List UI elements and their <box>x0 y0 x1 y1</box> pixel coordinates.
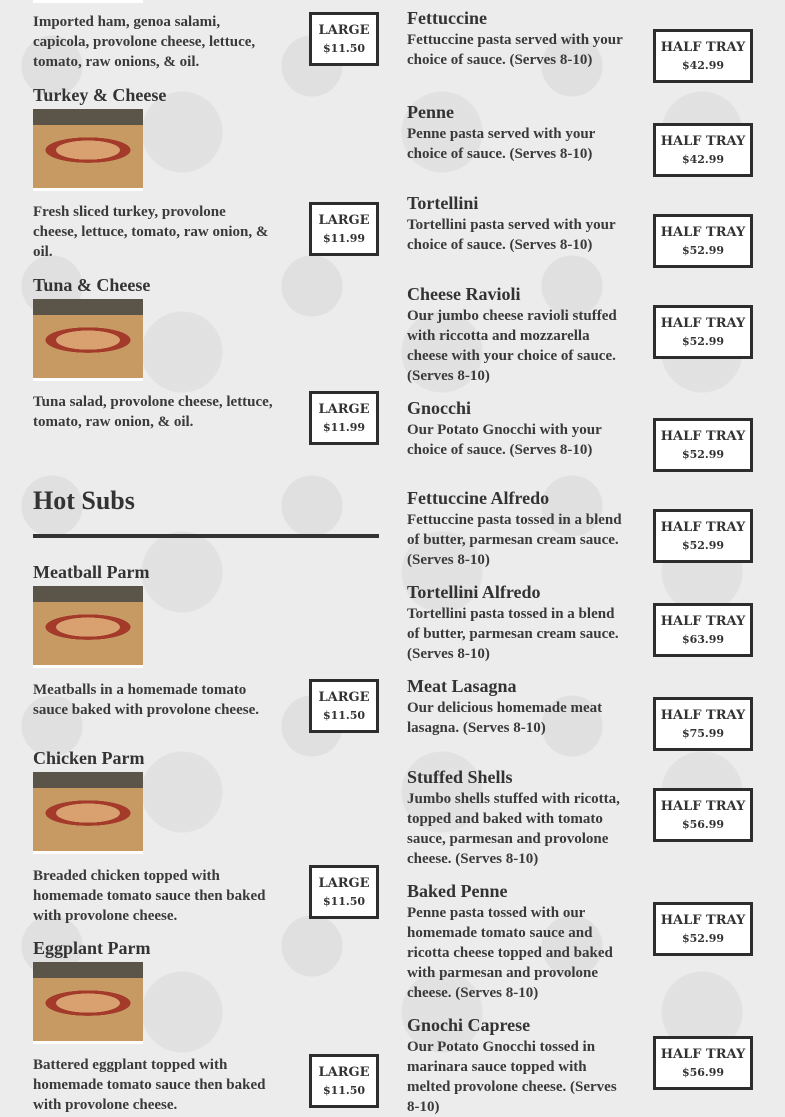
price-option-button[interactable] <box>309 391 379 445</box>
menu-item-description: Breaded chicken topped with homemade tomato sauce then baked with provolone cheese. <box>33 868 266 924</box>
price-value: $42.99 <box>681 153 725 166</box>
price-size-label: LARGE <box>318 876 370 891</box>
menu-item-image <box>33 586 143 668</box>
menu-item-description: Battered eggplant topped with homemade tomato sauce then baked with provolone cheese. <box>33 1057 266 1113</box>
price-option-button[interactable] <box>309 679 379 733</box>
menu-item-title: Chicken Parm <box>33 748 145 768</box>
menu-item-description: Penne pasta served with your choice of sauce. (Serves 8-10) <box>407 126 596 162</box>
menu-item-image <box>33 299 143 381</box>
menu-item-description: Our delicious homemade meat lasagna. (Serves 8-10) <box>407 700 603 736</box>
menu-item-description: Penne pasta tossed with our homemade tomato sauce and ricotta cheese topped and baked with parmesan and provolone cheese. (Serves 8-10) <box>407 905 613 1001</box>
price-size-label: HALF TRAY <box>660 316 746 331</box>
menu-item-title: Baked Penne <box>407 881 508 901</box>
menu-item-description: Fettuccine pasta served with your choice of sauce. (Serves 8-10) <box>407 32 623 68</box>
price-option-button[interactable] <box>653 418 753 472</box>
menu-item-title: Cheese Ravioli <box>407 284 521 304</box>
price-value: $52.99 <box>681 335 725 348</box>
price-size-label: HALF TRAY <box>660 614 746 629</box>
price-size-label: HALF TRAY <box>660 40 746 55</box>
price-value: $11.50 <box>322 42 366 55</box>
price-option-button[interactable] <box>653 902 753 956</box>
menu-item-description: Tuna salad, provolone cheese, lettuce, tomato, raw onion, & oil. <box>33 394 273 430</box>
menu-item-description: Our Potato Gnocchi with your choice of sauce. (Serves 8-10) <box>407 422 602 458</box>
menu-item-image <box>33 772 143 854</box>
price-value: $11.99 <box>322 232 366 245</box>
sandwich-image <box>33 0 143 3</box>
price-value: $63.99 <box>681 633 725 646</box>
menu-item-description: Imported ham, genoa salami, capicola, provolone cheese, lettuce, tomato, raw onions, & oil. <box>33 14 256 70</box>
price-value: $56.99 <box>681 1066 725 1079</box>
price-option-button[interactable] <box>309 12 379 66</box>
price-value: $42.99 <box>681 59 725 72</box>
price-option-button[interactable] <box>653 1036 753 1090</box>
price-size-label: LARGE <box>318 690 370 705</box>
price-size-label: LARGE <box>318 23 370 38</box>
price-value: $11.50 <box>322 709 366 722</box>
price-size-label: HALF TRAY <box>660 429 746 444</box>
price-value: $11.99 <box>322 421 366 434</box>
price-value: $11.50 <box>322 895 366 908</box>
menu-item-image <box>33 109 143 191</box>
menu-item-description: Our jumbo cheese ravioli stuffed with riccotta and mozzarella cheese with your choice of sauce. (Serves 8-10) <box>407 308 617 384</box>
price-size-label: HALF TRAY <box>660 134 746 149</box>
price-option-button[interactable] <box>309 865 379 919</box>
menu-item-title: Eggplant Parm <box>33 938 151 958</box>
price-size-label: HALF TRAY <box>660 799 746 814</box>
menu-item-description: Jumbo shells stuffed with ricotta, topped and baked with tomato sauce, parmesan and provolone cheese. (Serves 8-10) <box>407 791 620 867</box>
price-option-button[interactable] <box>653 214 753 268</box>
menu-item-title: Gnocchi <box>407 398 472 418</box>
price-value: $52.99 <box>681 448 725 461</box>
section-divider <box>33 534 379 538</box>
menu-item-title: Tuna & Cheese <box>33 275 151 295</box>
price-size-label: HALF TRAY <box>660 708 746 723</box>
price-value: $52.99 <box>681 244 725 257</box>
price-size-label: HALF TRAY <box>660 913 746 928</box>
price-size-label: LARGE <box>318 213 370 228</box>
price-size-label: LARGE <box>318 1065 370 1080</box>
menu-item-title: Turkey & Cheese <box>33 85 167 105</box>
price-option-button[interactable] <box>653 29 753 83</box>
price-size-label: HALF TRAY <box>660 520 746 535</box>
price-size-label: HALF TRAY <box>660 225 746 240</box>
menu-item-title: Meat Lasagna <box>407 676 517 696</box>
price-value: $52.99 <box>681 539 725 552</box>
price-option-button[interactable] <box>653 305 753 359</box>
menu-item-image <box>33 962 143 1044</box>
price-value: $56.99 <box>681 818 725 831</box>
section-heading-hot-subs: Hot Subs <box>33 486 135 515</box>
menu-item-description: Our Potato Gnocchi tossed in marinara sauce topped with melted provolone cheese. (Serves 8-10) <box>407 1039 617 1115</box>
menu-item-title: Meatball Parm <box>33 562 150 582</box>
price-size-label: LARGE <box>318 402 370 417</box>
price-option-button[interactable] <box>653 123 753 177</box>
price-option-button[interactable] <box>653 603 753 657</box>
menu-item-description: Fettuccine pasta tossed in a blend of butter, parmesan cream sauce. (Serves 8-10) <box>407 512 622 568</box>
price-option-button[interactable] <box>653 697 753 751</box>
menu-item-title: Gnochi Caprese <box>407 1015 531 1035</box>
price-option-button[interactable] <box>309 202 379 256</box>
menu-item-description: Meatballs in a homemade tomato sauce baked with provolone cheese. <box>33 682 259 718</box>
price-value: $11.50 <box>322 1084 366 1097</box>
price-value: $75.99 <box>681 727 725 740</box>
menu-item-title: Tortellini Alfredo <box>407 582 541 602</box>
menu-item-description: Fresh sliced turkey, provolone cheese, lettuce, tomato, raw onion, & oil. <box>33 204 269 260</box>
menu-item-description: Tortellini pasta tossed in a blend of butter, parmesan cream sauce. (Serves 8-10) <box>407 606 619 662</box>
menu-item-title: Fettuccine Alfredo <box>407 488 550 508</box>
price-option-button[interactable] <box>653 788 753 842</box>
menu-item-description: Tortellini pasta served with your choice of sauce. (Serves 8-10) <box>407 217 616 253</box>
menu-item-title: Penne <box>407 102 454 122</box>
price-option-button[interactable] <box>309 1054 379 1108</box>
menu-item-title: Stuffed Shells <box>407 767 513 787</box>
price-size-label: HALF TRAY <box>660 1047 746 1062</box>
menu-item-title: Fettuccine <box>407 8 487 28</box>
price-value: $52.99 <box>681 932 725 945</box>
price-option-button[interactable] <box>653 509 753 563</box>
menu-item-title: Tortellini <box>407 193 479 213</box>
